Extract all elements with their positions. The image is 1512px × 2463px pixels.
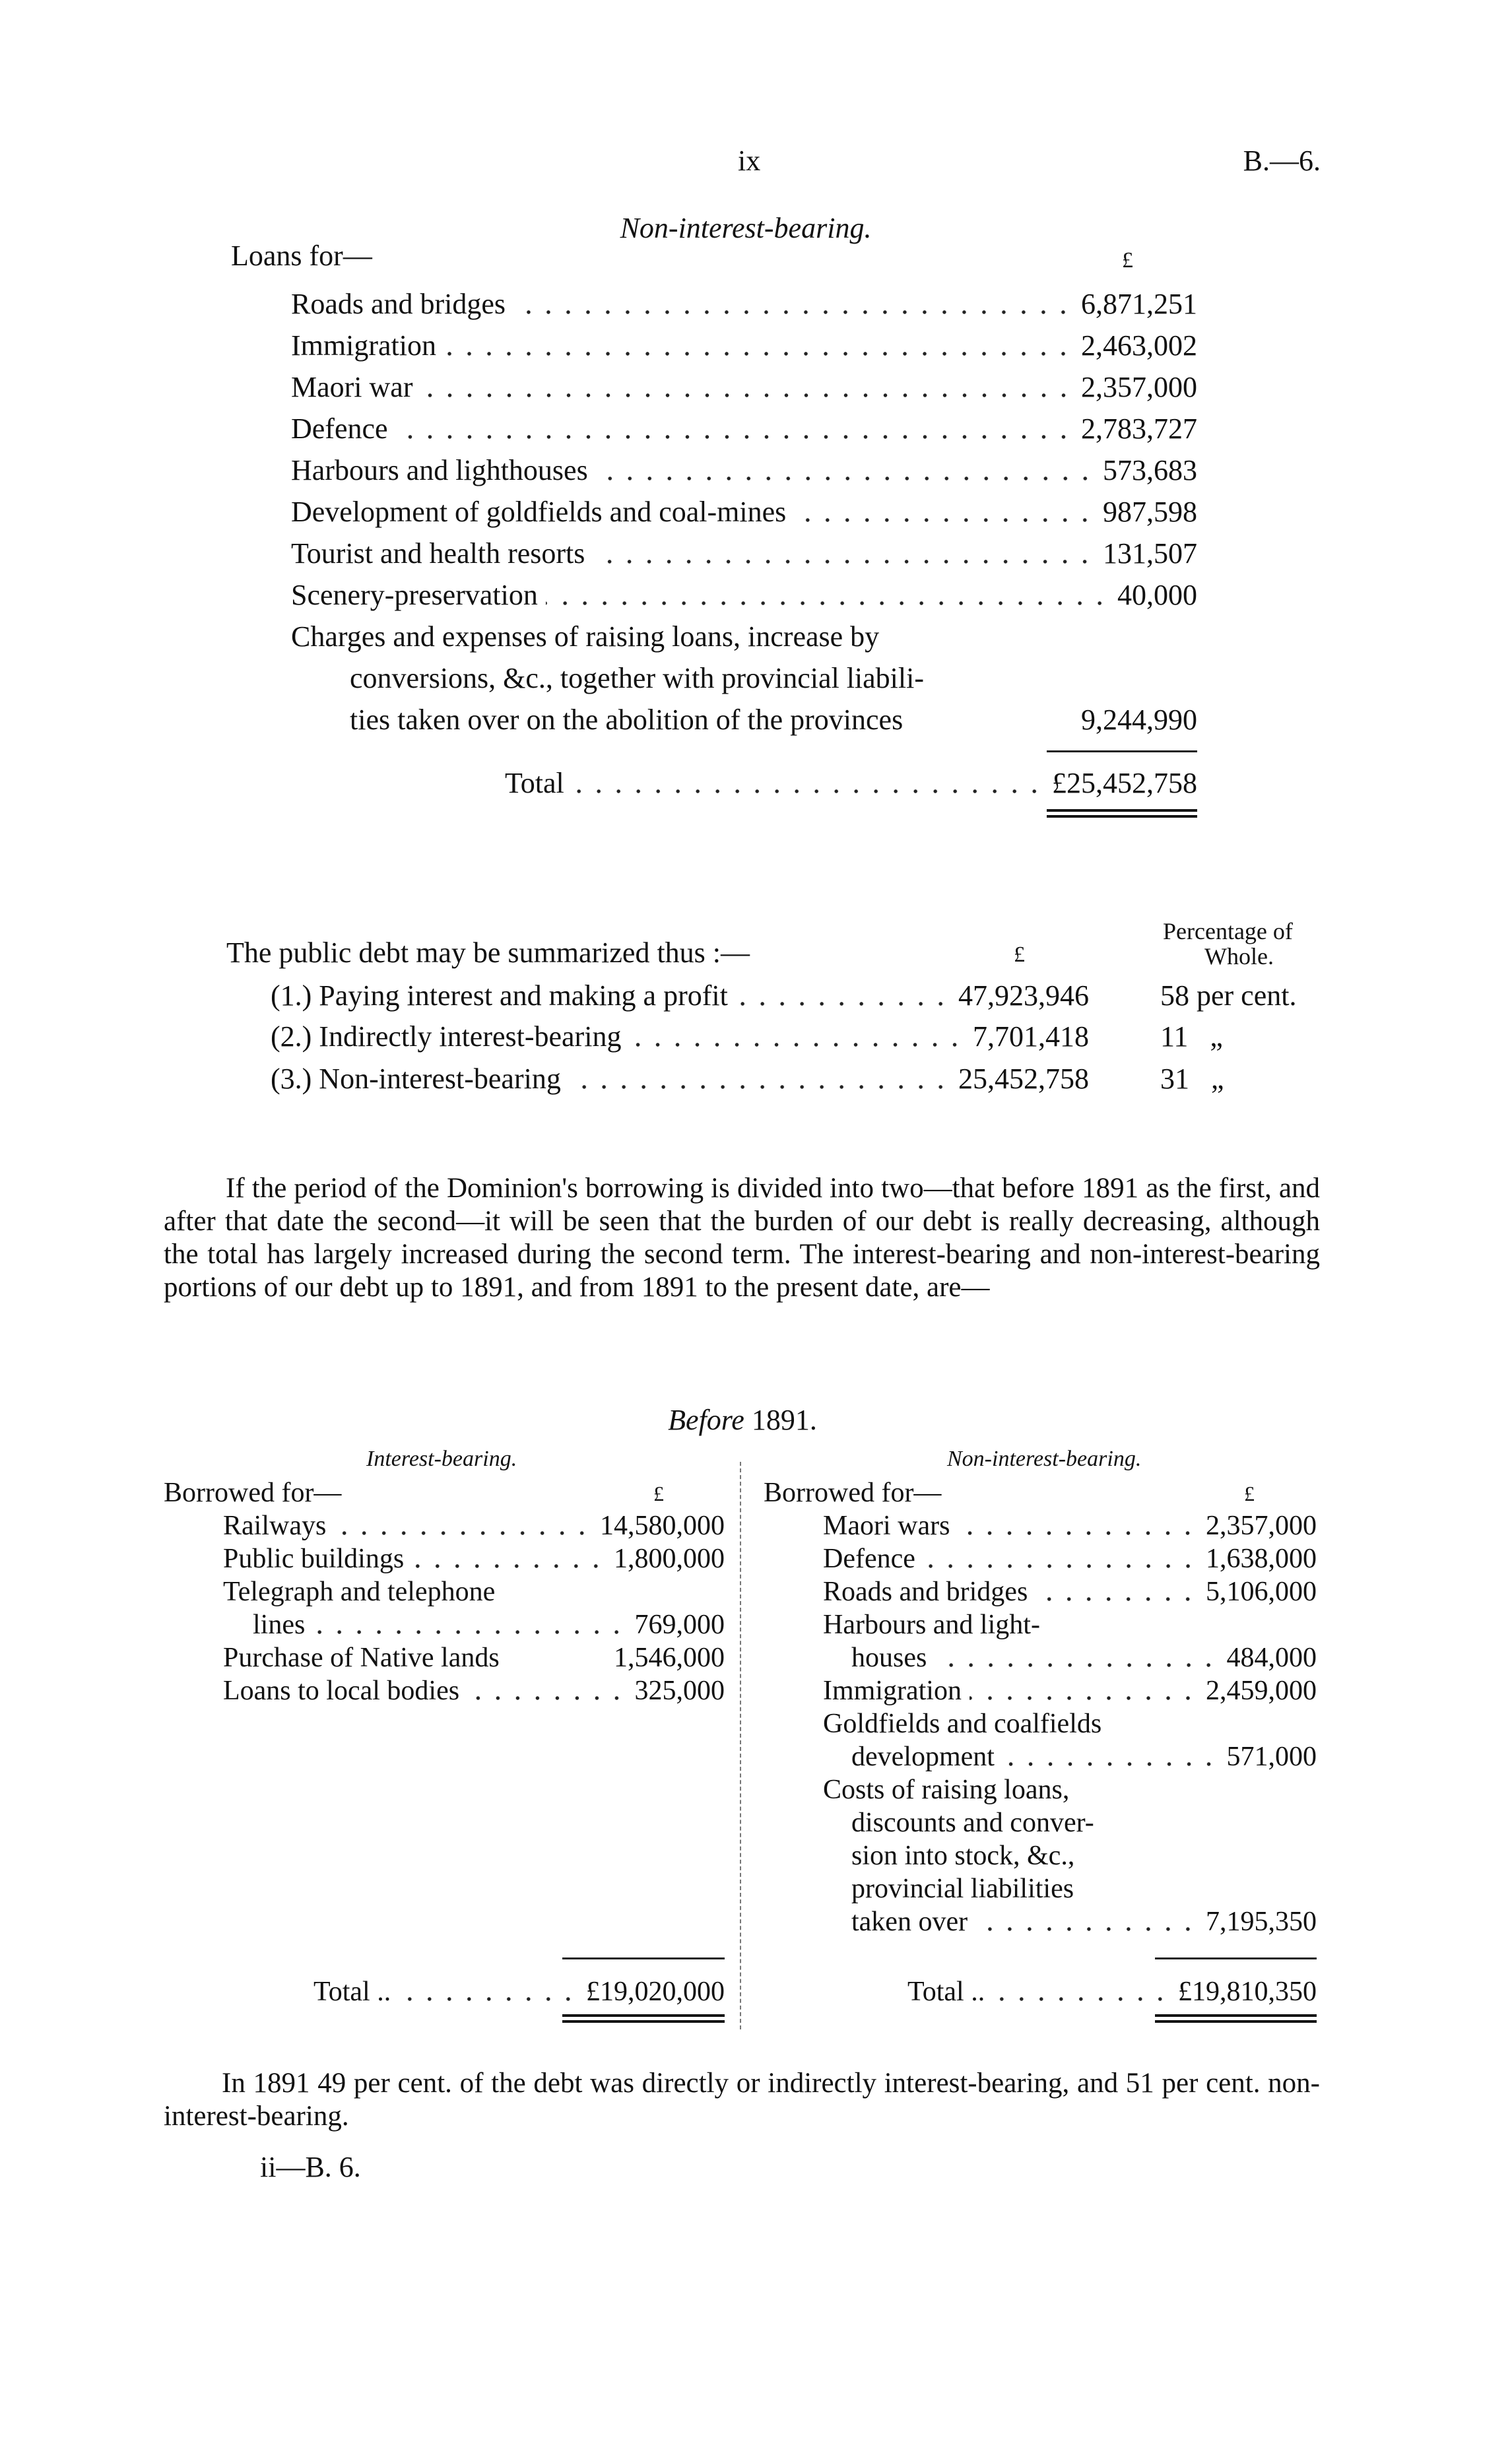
row-amount: 14,580,000 (600, 1511, 725, 1541)
row-label: Costs of raising loans, (823, 1775, 1070, 1805)
row-amount: 1,546,000 (614, 1643, 725, 1673)
leader-dots (546, 574, 1109, 616)
row-label: development (851, 1742, 995, 1772)
leader-dots (412, 1542, 606, 1575)
body-paragraph: In 1891 49 per cent. of the debt was directly or indirectly interest-bearing, and 51 per cent. non-interest-bearing. (164, 2068, 1320, 2132)
row-label: (1.) Paying interest and making a profit (271, 979, 728, 1012)
row-percentage: 31 „ (1160, 1063, 1224, 1095)
summary-row (271, 975, 1089, 1016)
leader-dots (975, 1905, 1198, 1938)
table-row (291, 366, 1197, 408)
table-row (291, 491, 1197, 533)
column-header: Non-interest-bearing. (947, 1447, 1142, 1471)
row-label: (3.) Non-interest-bearing (271, 1063, 561, 1095)
total-amount: £25,452,758 (1052, 767, 1197, 799)
table-row (291, 533, 1197, 574)
row-label: Purchase of Native lands (223, 1643, 500, 1673)
table-row (823, 1575, 1317, 1608)
row-amount: 769,000 (634, 1610, 725, 1640)
row-label: Roads and bridges (823, 1577, 1028, 1607)
leader-dots (596, 449, 1095, 491)
column-header: Interest-bearing. (366, 1447, 517, 1471)
leader-dots (421, 366, 1074, 408)
title-year: 1891. (751, 1404, 817, 1436)
charges-line-2: conversions, &c., together with provincial liabili- (350, 662, 925, 694)
row-label: Harbours and light- (823, 1610, 1040, 1640)
row-percentage: 58 per cent. (1160, 979, 1297, 1012)
leader-dots (444, 325, 1073, 366)
leader-dots (593, 533, 1095, 574)
table-row (823, 1542, 1317, 1575)
row-amount: 987,598 (1103, 496, 1197, 528)
leader-dots (923, 1542, 1198, 1575)
table-row (223, 1674, 725, 1707)
section-title: Non-interest-bearing. (620, 212, 872, 244)
leader-dots (736, 975, 950, 1016)
summary-row (271, 1016, 1089, 1057)
row-label: Development of goldfields and coal-mines (291, 496, 787, 528)
table-row (291, 449, 1197, 491)
row-amount: 7,195,350 (1206, 1907, 1317, 1937)
title-italic: Before (668, 1404, 744, 1436)
row-label: provincial liabilities (851, 1874, 1074, 1904)
row-label: Maori wars (823, 1511, 950, 1541)
row-label: taken over (851, 1907, 968, 1937)
document-reference: B.—6. (1243, 145, 1321, 177)
total-label: Total .. (313, 1977, 391, 2007)
leader-dots (935, 1641, 1218, 1674)
leader-dots (513, 283, 1073, 325)
summary-intro: The public debt may be summarized thus :— (226, 936, 750, 969)
total-label: Total .. (907, 1977, 985, 2007)
row-label: lines (253, 1610, 306, 1640)
charges-line-3: ties taken over on the abolition of the provinces (350, 704, 904, 736)
row-label: Maori war (291, 371, 413, 403)
leader-dots (794, 491, 1095, 533)
leader-dots (958, 1509, 1198, 1542)
currency-header: £ (1014, 942, 1025, 967)
charges-line-1: Charges and expenses of raising loans, increase by (291, 620, 880, 653)
leader-dots (467, 1674, 626, 1707)
sum-rule (562, 1957, 725, 1959)
table-row (291, 325, 1197, 366)
leader-dots (396, 408, 1073, 449)
row-amount: 5,106,000 (1206, 1577, 1317, 1607)
row-label: Railways (223, 1511, 327, 1541)
row-label: Harbours and lighthouses (291, 454, 588, 486)
borrowed-for-label: Borrowed for— (764, 1478, 942, 1508)
total-row (313, 1975, 725, 2008)
row-label: Telegraph and telephone (223, 1577, 496, 1607)
table-row (291, 408, 1197, 449)
row-amount: 2,357,000 (1081, 371, 1197, 403)
row-amount: 2,357,000 (1206, 1511, 1317, 1541)
total-label: Total (505, 767, 564, 799)
pct-header-2: Whole. (1204, 943, 1274, 969)
currency-header: £ (1122, 248, 1133, 273)
table-row (851, 1905, 1317, 1938)
leader-dots (399, 1975, 578, 2008)
row-amount: 2,459,000 (1206, 1676, 1317, 1706)
page-number: ix (738, 145, 761, 177)
row-amount: 25,452,758 (958, 1063, 1089, 1095)
table-row (253, 1608, 725, 1641)
double-rule (562, 2014, 725, 2023)
row-amount: 1,800,000 (614, 1544, 725, 1574)
row-percentage: 11 „ (1160, 1020, 1223, 1053)
table-row (851, 1740, 1317, 1773)
leader-dots (629, 1016, 965, 1057)
row-label: discounts and conver- (851, 1808, 1094, 1838)
leader-dots (569, 1058, 950, 1100)
row-label: Public buildings (223, 1544, 405, 1574)
column-divider (740, 1462, 741, 2029)
row-label: Immigration (823, 1676, 962, 1706)
summary-row (271, 1058, 1089, 1100)
body-paragraph: If the period of the Dominion's borrowing is divided into two—that before 1891 as the first, and after that date the second—it will be seen that the burden of our debt is really decreasing, although the total has largely increased during the second term. The interest-bearing and non-interest-bearing portions of our debt up to 1891, and from 1891 to the present date, are— (164, 1173, 1320, 1303)
row-amount: 573,683 (1103, 454, 1197, 486)
leader-dots (993, 1975, 1170, 2008)
leader-dots (970, 1674, 1198, 1707)
row-label: Scenery-preservation (291, 579, 538, 611)
table-row (823, 1509, 1317, 1542)
total-amount: £19,810,350 (1178, 1977, 1317, 2007)
currency-header: £ (653, 1482, 664, 1505)
borrowed-for-label: Borrowed for— (164, 1478, 342, 1508)
table-row (291, 574, 1197, 616)
row-amount: 40,000 (1117, 579, 1197, 611)
table-row (223, 1542, 725, 1575)
currency-header: £ (1244, 1482, 1255, 1505)
row-label: Defence (291, 412, 388, 445)
row-amount: 571,000 (1226, 1742, 1317, 1772)
row-amount: 131,507 (1103, 537, 1197, 570)
row-label: Roads and bridges (291, 288, 506, 320)
row-amount: 7,701,418 (973, 1020, 1089, 1053)
row-label: Defence (823, 1544, 915, 1574)
row-amount: 484,000 (1226, 1643, 1317, 1673)
sum-rule (1155, 1957, 1317, 1959)
table-row (291, 283, 1197, 325)
row-amount: 6,871,251 (1081, 288, 1197, 320)
footer-signature: ii—B. 6. (260, 2151, 361, 2183)
row-amount: 2,783,727 (1081, 412, 1197, 445)
row-label: Tourist and health resorts (291, 537, 585, 570)
leader-dots (334, 1509, 592, 1542)
row-label: Immigration (291, 329, 436, 362)
leader-dots (1003, 1740, 1219, 1773)
sum-rule (1047, 750, 1197, 752)
row-amount: 325,000 (634, 1676, 725, 1706)
total-row (907, 1975, 1317, 2008)
leader-dots (572, 762, 1044, 804)
table-row (223, 1641, 725, 1674)
row-label: sion into stock, &c., (851, 1841, 1075, 1871)
table-row (851, 1641, 1317, 1674)
pct-header-1: Percentage of (1163, 918, 1293, 944)
leader-dots (313, 1608, 626, 1641)
loans-for-label: Loans for— (231, 240, 372, 272)
row-amount: 47,923,946 (958, 979, 1089, 1012)
before-1891-title (0, 1403, 1485, 1437)
total-amount: £19,020,000 (586, 1977, 725, 2007)
row-amount: 1,638,000 (1206, 1544, 1317, 1574)
charges-amount: 9,244,990 (1081, 704, 1197, 736)
table-row (823, 1674, 1317, 1707)
row-label: Loans to local bodies (223, 1676, 460, 1706)
double-rule (1155, 2014, 1317, 2023)
total-row (505, 762, 1197, 804)
leader-dots (1035, 1575, 1198, 1608)
row-label: (2.) Indirectly interest-bearing (271, 1020, 622, 1053)
row-amount: 2,463,002 (1081, 329, 1197, 362)
double-rule (1047, 809, 1197, 818)
row-label: houses (851, 1643, 927, 1673)
table-row (223, 1509, 725, 1542)
row-label: Goldfields and coalfields (823, 1709, 1102, 1739)
